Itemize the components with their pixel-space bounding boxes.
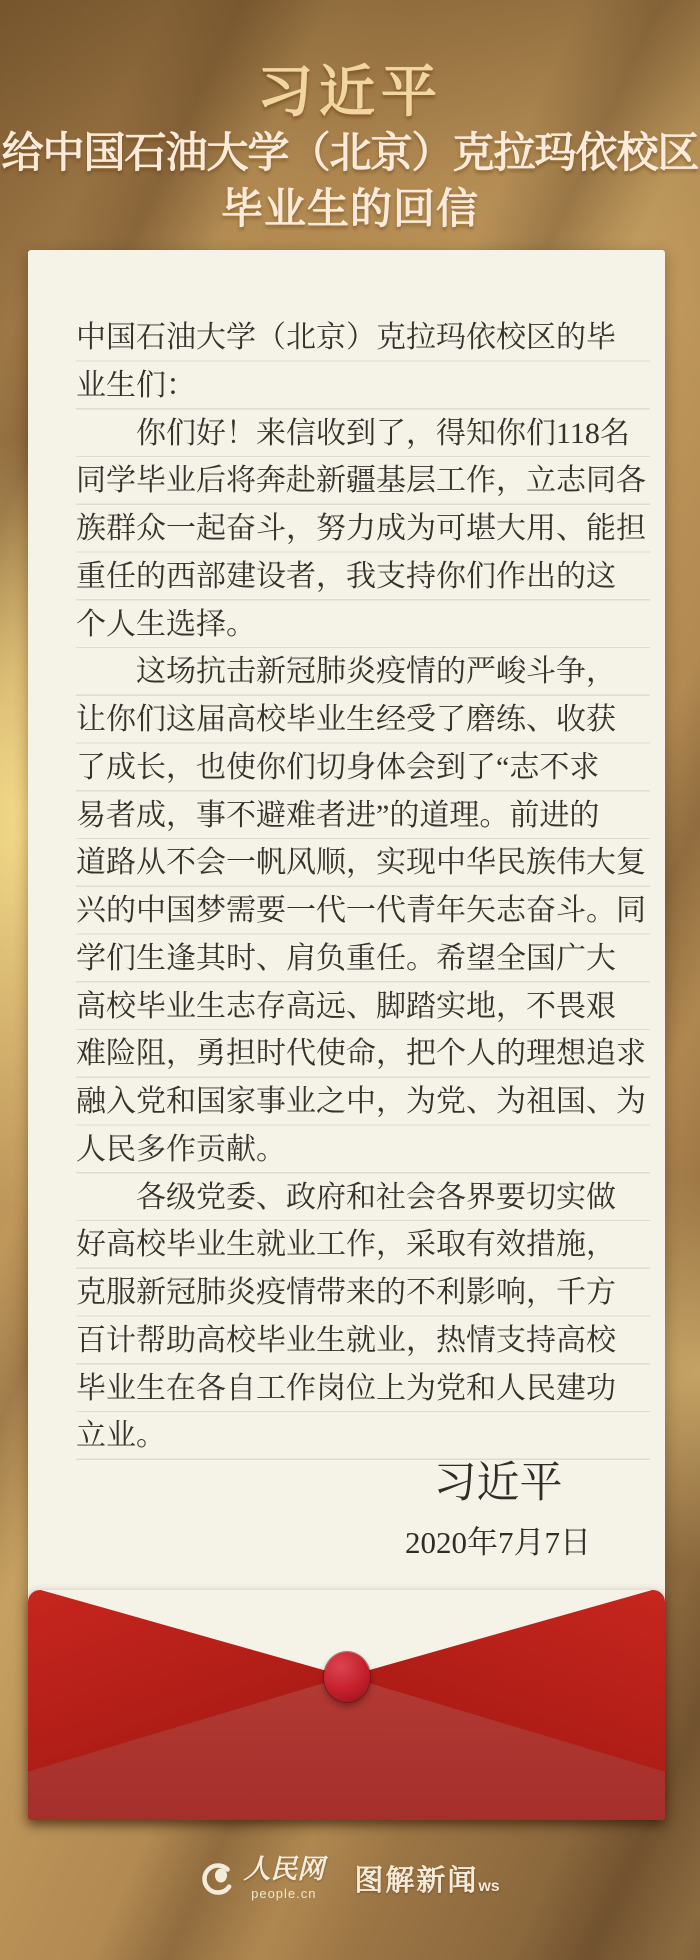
letter-line: 这场抗击新冠肺炎疫情的严峻斗争， — [76, 655, 616, 689]
people-cn-wordmark: 人民网 — [243, 1854, 325, 1884]
envelope-wax-seal-icon — [324, 1652, 370, 1702]
letter-line: 个人生选择。 — [76, 607, 256, 641]
footer — [0, 1856, 700, 1901]
letter-line: 好高校毕业生就业工作，采取有效措施， — [76, 1228, 616, 1262]
envelope — [28, 1590, 665, 1820]
letter-line: 兴的中国梦需要一代一代青年矢志奋斗。同 — [76, 894, 646, 927]
letter-line: 中国石油大学（北京）克拉玛依校区的毕 — [76, 321, 616, 354]
letter-line: 道路从不会一帆风顺，实现中华民族伟大复 — [76, 846, 646, 880]
signature-date: 2020年7月7日 — [405, 1524, 591, 1560]
letter-line: 学们生逢其时、肩负重任。希望全国广大 — [76, 941, 616, 975]
letter-line: 百计帮助高校毕业生就业，热情支持高校 — [76, 1323, 616, 1357]
people-cn-swirl-icon — [200, 1861, 236, 1897]
header-subtitle-line2: 毕业生的回信 — [220, 185, 479, 232]
letter-line: 易者成，事不避难者进”的道理。前进的 — [76, 798, 600, 832]
header-title: 习近平 — [257, 60, 443, 123]
letter-body — [76, 314, 650, 1460]
letter-line: 重任的西部建设者，我支持你们作出的这 — [76, 559, 616, 593]
header-subtitle-line1: 给中国石油大学（北京）克拉玛依校区 — [1, 129, 699, 176]
letter-line: 克服新冠肺炎疫情带来的不利影响，千方 — [76, 1276, 616, 1309]
letter-line: 让你们这届高校毕业生经受了磨练、收获 — [76, 703, 616, 736]
letter-line: 了成长，也使你们切身体会到了“志不求 — [76, 750, 600, 784]
signature-name: 习近平 — [433, 1460, 563, 1507]
graphic-news-suffix: ws — [478, 1878, 500, 1895]
people-cn-logo — [200, 1856, 324, 1901]
letter-line: 难险阻，勇担时代使命，把个人的理想追求 — [76, 1037, 646, 1071]
letter-line: 高校毕业生志存高远、脚踏实地，不畏艰 — [76, 989, 616, 1023]
letter-line: 人民多作贡献。 — [76, 1132, 286, 1166]
letter-line: 毕业生在各自工作岗位上为党和人民建功 — [76, 1371, 616, 1405]
letter-line: 同学毕业后将奔赴新疆基层工作，立志同各 — [76, 464, 646, 498]
letter-line: 融入党和国家事业之中，为党、为祖国、为 — [76, 1085, 646, 1118]
letter-line: 你们好！来信收到了，得知你们118名 — [76, 416, 630, 450]
letter-line: 族群众一起奋斗，努力成为可堪大用、能担 — [76, 512, 646, 545]
letter-line: 立业。 — [76, 1419, 166, 1453]
graphic-news-logo — [354, 1858, 499, 1899]
graphic-news-wordmark: 图解新闻 — [354, 1865, 479, 1897]
letter-line: 业生们： — [76, 368, 196, 402]
signature-block — [358, 1458, 638, 1561]
letter-line: 各级党委、政府和社会各界要切实做 — [76, 1180, 616, 1214]
letter-paper — [28, 250, 665, 1820]
people-cn-domain: people.cn — [251, 1886, 317, 1901]
